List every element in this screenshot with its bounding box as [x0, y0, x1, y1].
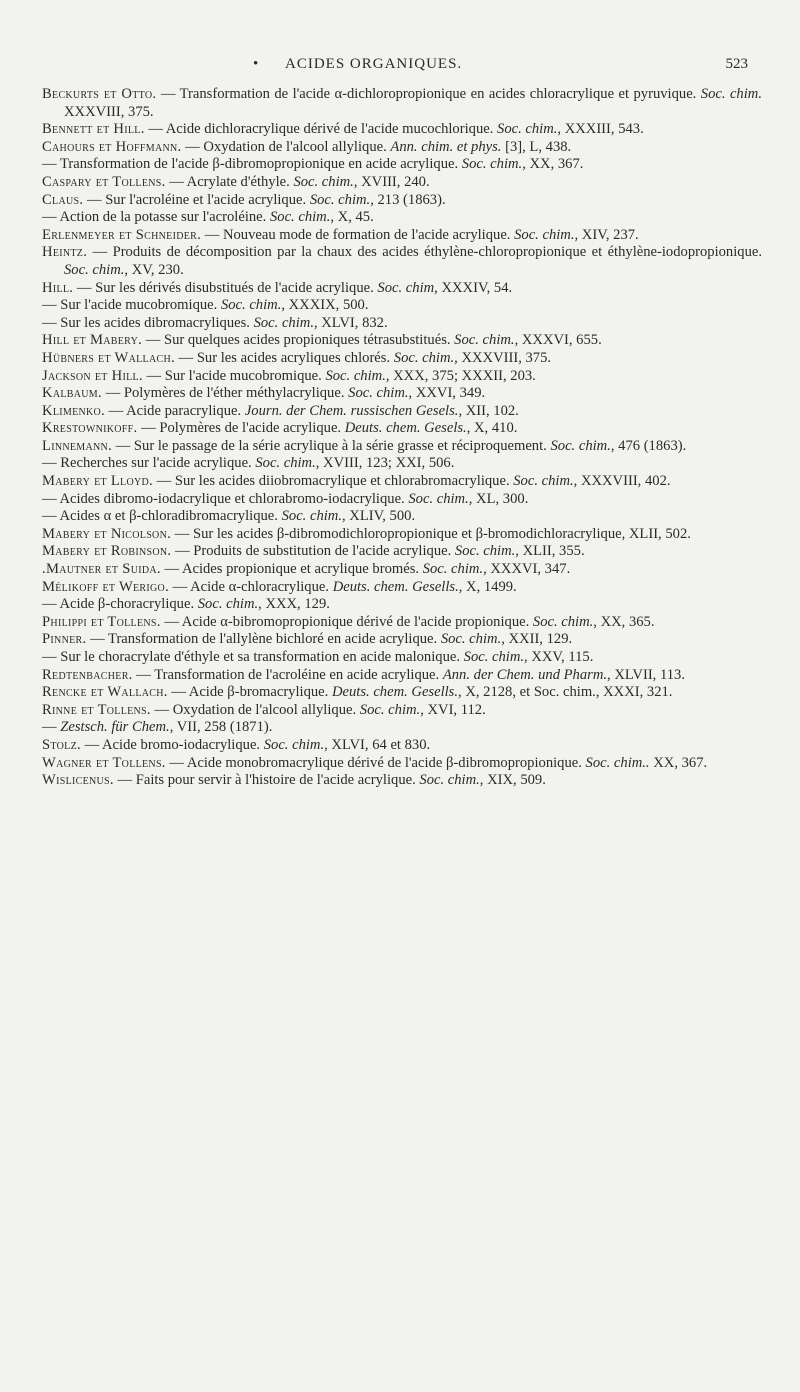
entry-journal: Ann. der Chem. und Pharm. [442, 666, 608, 683]
entry-text: — Sur les dérivés disubstitués de l'acide acrylique. [73, 279, 378, 296]
entry-authors: Pinner. [42, 631, 87, 648]
entry-authors: Jackson et Hill. [42, 367, 143, 384]
entry-reference: , X, 45. [330, 209, 374, 226]
entry-text: — Oxydation de l'alcool allylique. [150, 701, 360, 718]
entry-journal: Soc. chim. [422, 561, 484, 578]
entry-text: — Polymères de l'acide acrylique. [137, 420, 345, 437]
entry-reference: , XXX, 375; XXXII, 203. [385, 367, 536, 384]
entry-journal: Soc. chim. [463, 649, 525, 665]
entry-text: Sur l'acide mucobromique. [60, 297, 221, 314]
entry-authors: Mabery et Lloyd. [42, 473, 153, 490]
entry-reference: , XX, 367. [522, 156, 584, 173]
entry-authors: Cahours et Hoffmann. [42, 138, 182, 155]
entry-text: — Acide bromo-iodacrylique. [80, 736, 264, 753]
entry-dash: — [42, 209, 60, 226]
entry-journal: Soc. chim. [497, 121, 558, 138]
bibliography-entry [42, 227, 762, 245]
entry-dash: — [42, 455, 61, 472]
entry-text: — Transformation de l'acide α-dichloropropionique en acides chloracrylique et pyruvique. [156, 86, 701, 102]
entry-text: Action de la potasse sur l'acroléine. [59, 209, 270, 226]
bibliography-entry [42, 561, 762, 579]
entry-reference: , XXXIX, 500. [281, 297, 369, 314]
entry-authors: Heintz. [42, 244, 88, 261]
entry-reference: , XLVI, 64 et 830. [324, 736, 431, 753]
bibliography-entry [42, 315, 762, 333]
entry-authors: Wagner et Tollens. [42, 754, 166, 771]
entry-authors: Beckurts et Otto. [42, 86, 157, 102]
entry-authors: Erlenmeyer et Schneider. [42, 226, 202, 243]
bibliography-list [42, 86, 762, 790]
section-title: ACIDES ORGANIQUES. [285, 56, 463, 72]
bibliography-entry [42, 702, 762, 720]
entry-authors: Rencke et Wallach. [42, 684, 168, 701]
entry-reference: , XXXVIII, 375. [454, 349, 552, 366]
bibliography-entry [42, 156, 762, 174]
bibliography-entry [42, 455, 762, 473]
running-header [0, 56, 800, 80]
entry-journal: Soc. chim. [454, 332, 515, 349]
entry-authors: .Mautner et Suida. [42, 561, 161, 578]
entry-text: — Acide monobromacrylique dérivé de l'acide β-dibromopropionique. [165, 754, 586, 771]
entry-reference: XX, 367. [649, 754, 708, 771]
entry-text: Transformation de l'acide β-dibromopropionique en acide acrylique. [59, 156, 462, 173]
bibliography-entry [42, 543, 762, 561]
entry-journal: Soc. chim. [419, 772, 480, 789]
entry-text: — Faits pour servir à l'histoire de l'acide acrylique. [113, 772, 420, 789]
entry-text: — Sur les acides diiobromacrylique et chlorabromacrylique. [152, 473, 514, 490]
entry-authors: Klimenko. [42, 402, 105, 419]
entry-text: — Transformation de l'allylène bichloré en acide acrylique. [86, 631, 441, 648]
entry-journal: Soc. chim. [513, 473, 574, 490]
entry-authors: Mabery et Robinson. [42, 543, 172, 560]
entry-authors: Redtenbacher. [42, 666, 133, 683]
entry-reference: , XXVI, 349. [408, 385, 486, 402]
entry-authors: Hübners et Wallach. [42, 349, 175, 366]
entry-authors: Hill. [42, 279, 74, 296]
entry-reference: [3], L, 438. [501, 138, 572, 155]
entry-text: — Acide paracrylique. [105, 402, 245, 419]
bibliography-entry [42, 596, 762, 614]
entry-text: — Acide β-bromacrylique. [167, 684, 332, 701]
entry-journal: Deuts. chem. Gesels. [344, 420, 467, 437]
entry-text: — Acide α-bibromopropionique dérivé de l'acide propionique. [160, 613, 533, 630]
entry-text: — Acide dichloracrylique dérivé de l'acide mucochlorique. [144, 121, 498, 138]
entry-reference: , XL, 300. [468, 490, 529, 507]
bibliography-entry [42, 209, 762, 227]
entry-reference: , XV, 230. [124, 261, 184, 278]
entry-reference: , XVIII, 123; XXI, 506. [315, 455, 455, 472]
bibliography-entry [42, 631, 762, 649]
bibliography-entry [42, 280, 762, 298]
entry-reference: , X, 410. [466, 420, 518, 437]
bibliography-entry [42, 737, 762, 755]
entry-reference: , 476 (1863). [610, 437, 687, 454]
entry-reference: , XLVI, 832. [313, 314, 388, 331]
entry-reference: XXXVIII, 375. [64, 103, 154, 120]
entry-authors: Bennett et Hill. [42, 121, 145, 138]
entry-journal: Soc. chim.. [585, 754, 650, 771]
entry-reference: , XXXVI, 347. [483, 561, 571, 578]
bibliography-entry [42, 667, 762, 685]
entry-reference: , XIX, 509. [479, 772, 546, 789]
entry-reference: , X, 2128, et Soc. chim., XXXI, 321. [458, 684, 673, 701]
entry-journal: Soc. chim. [440, 631, 502, 648]
entry-authors: Rinne et Tollens. [42, 701, 151, 718]
entry-text: Recherches sur l'acide acrylique. [60, 455, 256, 472]
entry-reference: , XXV, 115. [524, 649, 594, 665]
entry-journal: Journ. der Chem. russischen Gesels. [244, 402, 459, 419]
entry-authors: Krestownikoff. [42, 420, 138, 437]
bibliography-entry [42, 649, 762, 667]
bibliography-entry [42, 368, 762, 386]
entry-journal: Soc. chim. [550, 437, 611, 454]
entry-journal: Soc. chim. [359, 701, 421, 718]
bibliography-entry [42, 332, 762, 350]
entry-reference: , XXXVI, 655. [514, 332, 602, 349]
entry-journal: Soc. chim. [253, 314, 314, 331]
entry-journal: Soc. chim. [393, 349, 455, 366]
bibliography-entry [42, 614, 762, 632]
entry-text: — Acides propionique et acrylique bromés. [160, 561, 423, 578]
entry-reference: , XIV, 237. [574, 226, 639, 243]
entry-text: — Transformation de l'acroléine en acide acrylique. [132, 666, 443, 683]
entry-text: — Sur les acides acryliques chlorés. [174, 349, 394, 366]
entry-dash: — [42, 156, 60, 173]
entry-text: — Sur l'acroléine et l'acide acrylique. [83, 191, 310, 208]
entry-authors: Wislicenus. [42, 772, 114, 789]
entry-reference: , XXXIII, 543. [557, 121, 644, 138]
entry-journal: Soc. chim. [281, 508, 342, 525]
entry-journal: Soc. chim. [700, 86, 762, 102]
entry-journal: Soc. chim. [454, 543, 516, 560]
page-number: 523 [725, 56, 748, 72]
entry-text: — Sur l'acide mucobromique. [142, 367, 326, 384]
entry-journal: Deuts. chem. Gesells. [332, 578, 459, 595]
entry-authors: Linnemann. [42, 437, 113, 454]
entry-journal: Deuts. chem. Gesells. [331, 684, 459, 701]
entry-journal: Ann. chim. et phys. [390, 138, 502, 155]
entry-text: — Nouveau mode de formation de l'acide acrylique. [201, 226, 515, 243]
entry-text: — Produits de décomposition par la chaux des acides éthylène-chloropropionique et éthylène-iodopropionique. [87, 244, 762, 261]
bibliography-entry [42, 350, 762, 368]
entry-journal: Soc. chim [377, 279, 435, 296]
entry-journal: Soc. chim. [532, 613, 594, 630]
entry-reference: , 213 (1863). [370, 191, 446, 208]
entry-journal: Soc. chim. [263, 736, 325, 753]
entry-authors: Mabery et Nicolson. [42, 525, 172, 542]
bibliography-entry [42, 139, 762, 157]
bibliography-entry [42, 526, 762, 544]
bibliography-entry [42, 385, 762, 403]
bibliography-entry [42, 579, 762, 597]
entry-reference: , XLIV, 500. [341, 508, 416, 525]
entry-authors: Mélikoff et Werigo. [42, 578, 170, 595]
bibliography-entry [42, 473, 762, 491]
entry-authors: Caspary et Tollens. [42, 173, 166, 190]
entry-authors: Stolz. [42, 736, 81, 753]
bibliography-entry [42, 121, 762, 139]
entry-journal: Soc. chim. [309, 191, 371, 208]
entry-dash: — [42, 490, 60, 507]
entry-authors: Philippi et Tollens. [42, 613, 161, 630]
entry-text: — Polymères de l'éther méthylacrylique. [101, 385, 349, 402]
entry-journal: Soc. chim. [348, 385, 409, 402]
entry-dash: — [42, 297, 61, 314]
bibliography-entry [42, 420, 762, 438]
bibliography-entry [42, 438, 762, 456]
entry-text: Acides α et β-chloradibromacrylique. [59, 508, 282, 525]
bibliography-entry [42, 403, 762, 421]
entry-dash: — [42, 719, 61, 736]
entry-dash: — [42, 314, 61, 331]
bibliography-entry [42, 684, 762, 702]
bibliography-entry [42, 174, 762, 192]
entry-dash: — [42, 596, 60, 613]
entry-journal: Soc. chim. [514, 226, 575, 243]
entry-reference: , XX, 365. [593, 613, 655, 630]
entry-reference: , XXX, 129. [258, 596, 330, 613]
entry-dash: — [42, 508, 60, 525]
entry-reference: , XXXVIII, 402. [573, 473, 671, 490]
entry-journal: Soc. chim. [255, 455, 316, 472]
entry-text: — Acrylate d'éthyle. [165, 173, 294, 190]
entry-text: Acide β-choracrylique. [59, 596, 198, 613]
bibliography-entry [42, 719, 762, 737]
entry-reference: , XLVII, 113. [607, 666, 685, 683]
entry-reference: , XVI, 112. [420, 701, 486, 718]
entry-text: Acides dibromo-iodacrylique et chlorabromo-iodacrylique. [59, 490, 409, 507]
entry-text: Sur les acides dibromacryliques. [60, 314, 254, 331]
entry-reference: , XLII, 355. [515, 543, 585, 560]
entry-text: — Oxydation de l'alcool allylique. [181, 138, 391, 155]
bibliography-entry [42, 755, 762, 773]
entry-reference: , XVIII, 240. [353, 173, 430, 190]
entry-authors: Claus. [42, 191, 84, 208]
entry-journal: Soc. chim. [408, 490, 469, 507]
entry-journal: Soc. chim. [461, 156, 523, 173]
entry-text: Sur le choracrylate d'éthyle et sa transformation en acide malonique. [60, 649, 464, 665]
entry-text: — Sur le passage de la série acrylique à la série grasse et réciproquement. [112, 437, 551, 454]
entry-reference: , VII, 258 (1871). [169, 719, 273, 736]
bibliography-entry [42, 491, 762, 509]
entry-text: — Acide α-chloracrylique. [169, 578, 333, 595]
entry-reference: , XXXIV, 54. [434, 279, 513, 296]
entry-text: — Sur quelques acides propioniques tétrasubstitués. [142, 332, 455, 349]
entry-reference: , XXII, 129. [501, 631, 573, 648]
entry-journal: Soc. chim. [64, 261, 125, 278]
entry-journal: Soc. chim. [325, 367, 386, 384]
entry-reference: , XII, 102. [458, 402, 519, 419]
entry-authors: Hill et Mabery. [42, 332, 143, 349]
bibliography-entry [42, 772, 762, 790]
entry-reference: , X, 1499. [458, 578, 517, 595]
entry-journal: Soc. chim. [293, 173, 354, 190]
bibliography-entry [42, 297, 762, 315]
entry-text: — Produits de substitution de l'acide acrylique. [171, 543, 455, 560]
bibliography-entry [42, 192, 762, 210]
header-bullet: • [253, 56, 260, 72]
bibliography-entry [42, 244, 762, 279]
entry-dash: — [42, 649, 61, 665]
entry-authors: Kalbaum. [42, 385, 102, 402]
entry-journal: Soc. chim. [197, 596, 259, 613]
entry-journal: Soc. chim. [220, 297, 282, 314]
entry-journal: Soc. chim. [269, 209, 331, 226]
entry-text: — Sur les acides β-dibromodichloropropionique et β-bromodichloracrylique, XLII, 502. [171, 525, 691, 542]
bibliography-entry [42, 508, 762, 526]
entry-journal: Zestsch. für Chem. [60, 719, 170, 736]
bibliography-entry [42, 86, 762, 121]
